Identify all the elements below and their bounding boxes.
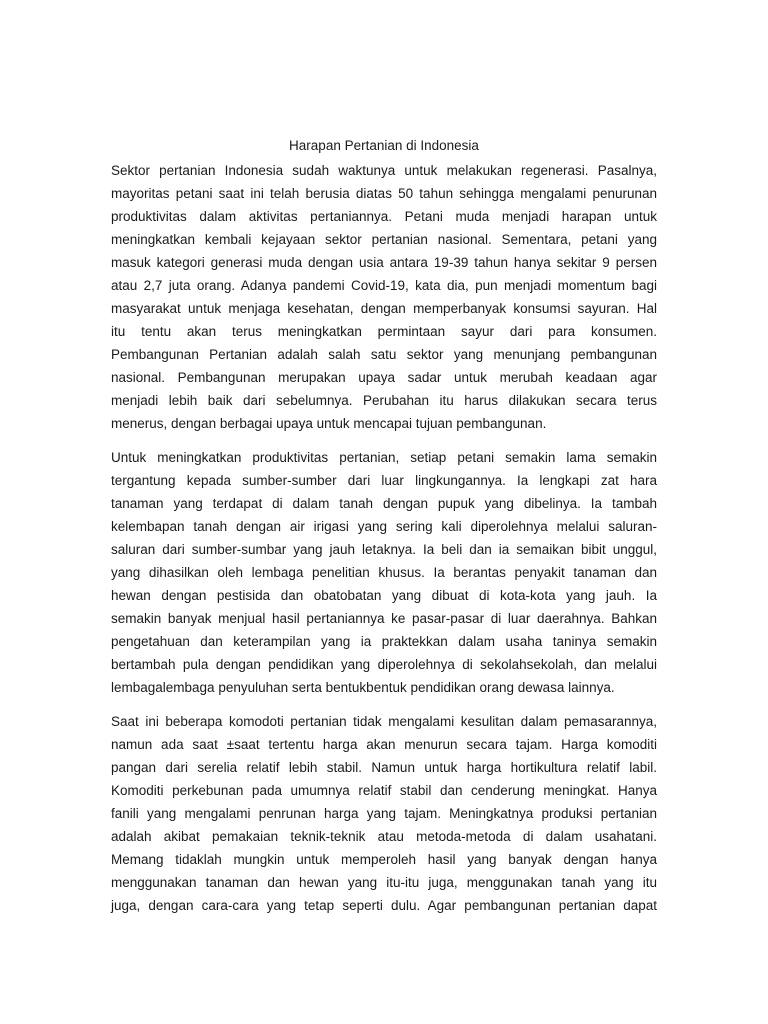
paragraph-line: produktivitas dalam aktivitas pertaniannya. Petani muda menjadi harapan untuk <box>111 209 657 224</box>
paragraph-line: meningkatkan kembali kejayaan sektor pertanian nasional. Sementara, petani yang <box>111 232 657 247</box>
paragraph-line: bertambah pula dengan pendidikan yang diperolehnya di sekolahsekolah, dan melalui <box>111 657 657 672</box>
paragraph-line: Memang tidaklah mungkin untuk memperoleh hasil yang banyak dengan hanya <box>111 852 657 867</box>
paragraph-line: mayoritas petani saat ini telah berusia diatas 50 tahun sehingga mengalami penurunan <box>111 186 657 201</box>
paragraph-line: Untuk meningkatkan produktivitas pertanian, setiap petani semakin lama semakin <box>111 450 657 465</box>
paragraph-line: yang dihasilkan oleh lembaga penelitian khusus. Ia berantas penyakit tanaman dan <box>111 565 657 580</box>
paragraph-line: lembagalembaga penyuluhan serta bentukbentuk pendidikan orang dewasa lainnya. <box>111 680 615 695</box>
paragraph-line: Saat ini beberapa komodoti pertanian tidak mengalami kesulitan dalam pemasarannya, <box>111 714 657 729</box>
paragraph-line: semakin banyak menjual hasil pertaniannya ke pasar-pasar di luar daerahnya. Bahkan <box>111 611 657 626</box>
paragraph-line: Komoditi perkebunan pada umumnya relatif stabil dan cenderung meningkat. Hanya <box>111 783 657 798</box>
paragraph-line: tanaman yang terdapat di dalam tanah dengan pupuk yang dibelinya. Ia tambah <box>111 496 657 511</box>
paragraph-line: menjadi lebih baik dari sebelumnya. Perubahan itu harus dilakukan secara terus <box>111 393 657 408</box>
paragraph-line: Pembangunan Pertanian adalah salah satu sektor yang menunjang pembangunan <box>111 347 657 362</box>
paragraph-line: menerus, dengan berbagai upaya untuk mencapai tujuan pembangunan. <box>111 416 547 431</box>
paragraph-line: pengetahuan dan keterampilan yang ia praktekkan dalam usaha taninya semakin <box>111 634 657 649</box>
paragraph-line: hewan dengan pestisida dan obatobatan yang dibuat di kota-kota yang jauh. Ia <box>111 588 657 603</box>
paragraph-line: menggunakan tanaman dan hewan yang itu-itu juga, menggunakan tanah yang itu <box>111 875 657 890</box>
paragraph-line: pangan dari serelia relatif lebih stabil. Namun untuk harga hortikultura relatif labil. <box>111 760 657 775</box>
paragraph-line: tergantung kepada sumber-sumber dari luar lingkungannya. Ia lengkapi zat hara <box>111 473 657 488</box>
paragraph-line: masuk kategori generasi muda dengan usia antara 19-39 tahun hanya sekitar 9 persen <box>111 255 657 270</box>
paragraph-line: fanili yang mengalami penrunan harga yang tajam. Meningkatnya produksi pertanian <box>111 806 657 821</box>
paragraph-line: kelembapan tanah dengan air irigasi yang sering kali diperolehnya melalui saluran- <box>111 519 657 534</box>
paragraph-line: saluran dari sumber-sumbar yang jauh letaknya. Ia beli dan ia semaikan bibit unggul, <box>111 542 657 557</box>
paragraph-line: masyarakat untuk menjaga kesehatan, dengan memperbanyak konsumsi sayuran. Hal <box>111 301 657 316</box>
paragraph-line: namun ada saat ±saat tertentu harga akan menurun secara tajam. Harga komoditi <box>111 737 657 752</box>
paragraph-line: adalah akibat pemakaian teknik-teknik atau metoda-metoda di dalam usahatani. <box>111 829 657 844</box>
paragraph-line: itu tentu akan terus meningkatkan permintaan sayur dari para konsumen. <box>111 324 657 339</box>
paragraph-line: nasional. Pembangunan merupakan upaya sadar untuk merubah keadaan agar <box>111 370 657 385</box>
paragraph-line: juga, dengan cara-cara yang tetap seperti dulu. Agar pembangunan pertanian dapat <box>111 898 657 913</box>
paragraph-line: atau 2,7 juta orang. Adanya pandemi Covid-19, kata dia, pun menjadi momentum bagi <box>111 278 657 293</box>
paragraph-line: Sektor pertanian Indonesia sudah waktunya untuk melakukan regenerasi. Pasalnya, <box>111 163 657 178</box>
document-title: Harapan Pertanian di Indonesia <box>289 138 479 153</box>
